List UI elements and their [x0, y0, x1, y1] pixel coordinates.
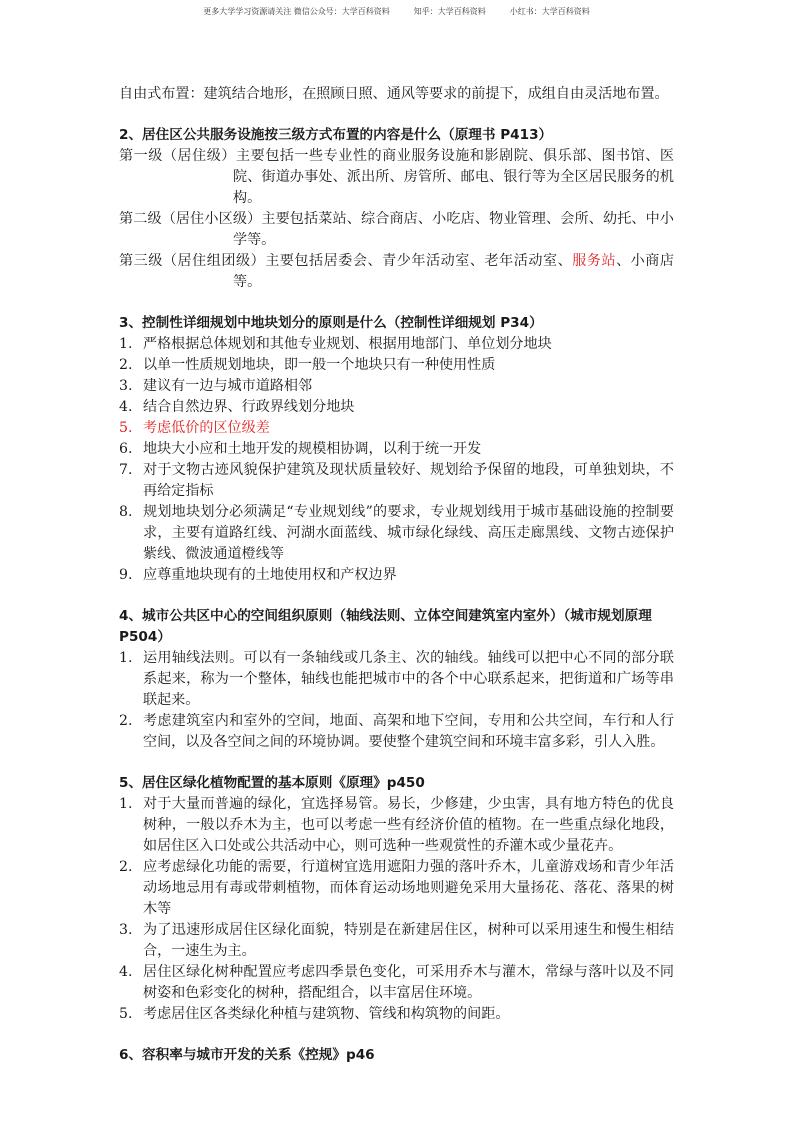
- list-number: 1.: [119, 796, 133, 812]
- list-item: [119, 857, 674, 920]
- list-number: 1.: [119, 336, 133, 352]
- list-number: 2.: [119, 713, 133, 729]
- header-promo: 更多大学学习资源请关注 微信公众号：大学百科资料: [203, 7, 390, 16]
- section-5: [119, 773, 674, 1025]
- list-item: [119, 502, 674, 565]
- section-2-title: 2、居住区公共服务设施按三级方式布置的内容是什么（原理书 P413）: [119, 127, 553, 143]
- list-item: [119, 334, 674, 355]
- list-text: 对于文物古迹风貌保护建筑及现状质量较好、规划给予保留的地段，可单独划块，不再给定指标: [143, 462, 674, 499]
- section-6-title: 6、容积率与城市开发的关系《控规》p46: [119, 1047, 375, 1063]
- list-item: [119, 376, 674, 397]
- tier-1: 第一级（居住级）主要包括一些专业性的商业服务设施和影剧院、俱乐部、图书馆、医院、街道办事处、派出所、房管所、邮电、银行等为全区居民服务的机构。: [119, 148, 674, 206]
- header-zhihu: 知乎：大学百科资料: [413, 7, 486, 16]
- list-text: 应考虑绿化功能的需要，行道树宜选用遮阳力强的落叶乔木，儿童游戏场和青少年活动场地忌用有毒或带刺植物，而体育运动场地则避免采用大量扬花、落花、落果的树木等: [143, 859, 674, 917]
- list-number: 3.: [119, 378, 133, 394]
- list-text: 考虑建筑室内和室外的空间，地面、高架和地下空间，专用和公共空间，车行和人行空间，以及各空间之间的环境协调。要使整个建筑空间和环境丰富多彩，引人入胜。: [143, 713, 674, 750]
- list-item: [119, 648, 674, 711]
- tier-3: [119, 251, 674, 293]
- tier-3-highlight: 服务站: [572, 253, 617, 269]
- section-4: [119, 606, 674, 753]
- section-3-list: [119, 334, 674, 586]
- list-text: 以单一性质规划地块，即一般一个地块只有一种使用性质: [143, 357, 496, 373]
- list-item: [119, 355, 674, 376]
- list-number: 4.: [119, 964, 133, 980]
- list-text: 为了迅速形成居住区绿化面貌，特别是在新建居住区，树种可以采用速生和慢生相结合，一速生为主。: [143, 922, 674, 959]
- header-xiaohongshu: 小红书：大学百科资料: [509, 7, 590, 16]
- list-number: 1.: [119, 650, 133, 666]
- section-4-list: [119, 648, 674, 753]
- list-number: 6.: [119, 441, 133, 457]
- section-5-list: [119, 794, 674, 1025]
- intro-paragraph: 自由式布置：建筑结合地形，在照顾日照、通风等要求的前提下，成组自由灵活地布置。: [119, 86, 669, 102]
- list-item: [119, 962, 674, 1004]
- list-number: 3.: [119, 922, 133, 938]
- list-number: 4.: [119, 399, 133, 415]
- list-number: 5.: [119, 420, 133, 436]
- list-text: 考虑居住区各类绿化种植与建筑物、管线和构筑物的间距。: [143, 1006, 510, 1022]
- list-text: 地块大小应和土地开发的规模相协调，以利于统一开发: [143, 441, 482, 457]
- list-number: 2.: [119, 357, 133, 373]
- list-text: 建议有一边与城市道路相邻: [143, 378, 313, 394]
- tier-3-text-end: 、小商店等。: [233, 253, 675, 290]
- list-text: 居住区绿化树种配置应考虑四季景色变化，可采用乔木与灌木，常绿与落叶以及不同树姿和色彩变化的树种，搭配组合，以丰富居住环境。: [143, 964, 674, 1001]
- list-number: 2.: [119, 859, 133, 875]
- list-item: [119, 397, 674, 418]
- section-5-title: 5、居住区绿化植物配置的基本原则《原理》p450: [119, 775, 425, 791]
- list-item: [119, 565, 674, 586]
- tier-2: 第二级（居住小区级）主要包括菜站、综合商店、小吃店、物业管理、会所、幼托、中小学等。: [119, 211, 674, 248]
- list-item: [119, 460, 674, 502]
- list-text: 运用轴线法则。可以有一条轴线或几条主、次的轴线。轴线可以把中心不同的部分联系起来，称为一个整体，轴线也能把城市中的各个中心联系起来，把街道和广场等串联起来。: [143, 650, 674, 708]
- section-3: [119, 313, 674, 586]
- section-6: [119, 1045, 674, 1066]
- section-4-title: 4、城市公共区中心的空间组织原则（轴线法则、立体空间建筑室内室外）（城市规划原理 P504）: [119, 608, 652, 645]
- list-item: [119, 794, 674, 857]
- list-item: [119, 1004, 674, 1025]
- list-item: [119, 418, 674, 439]
- list-number: 8.: [119, 504, 133, 520]
- list-text: 对于大量而普遍的绿化，宜选择易管。易长，少修建，少虫害，具有地方特色的优良树种，一般以乔木为主，也可以考虑一些有经济价值的植物。在一些重点绿化地段，如居住区入口处或公共活动中心，则可选种一些观赏性的乔灌木或少量花卉。: [143, 796, 674, 854]
- section-2: [119, 125, 674, 293]
- list-text: 规划地块划分必须满足“专业规划线”的要求，专业规划线用于城市基础设施的控制要求，主要有道路红线、河湖水面蓝线、城市绿化绿线、高压走廊黑线、文物古迹保护紫线、微波通道橙线等: [143, 504, 674, 562]
- list-text: 结合自然边界、行政界线划分地块: [143, 399, 355, 415]
- list-text: 应尊重地块现有的土地使用权和产权边界: [143, 567, 397, 583]
- list-text: 考虑低价的区位级差: [143, 420, 270, 436]
- tier-3-text: 第三级（居住组团级）主要包括居委会、青少年活动室、老年活动室、: [119, 253, 573, 269]
- list-item: [119, 711, 674, 753]
- list-item: [119, 920, 674, 962]
- list-number: 7.: [119, 462, 133, 478]
- section-3-title: 3、控制性详细规划中地块划分的原则是什么（控制性详细规划 P34）: [119, 315, 543, 331]
- list-number: 9.: [119, 567, 133, 583]
- list-item: [119, 439, 674, 460]
- list-number: 5.: [119, 1006, 133, 1022]
- list-text: 严格根据总体规划和其他专业规划、根据用地部门、单位划分地块: [143, 336, 552, 352]
